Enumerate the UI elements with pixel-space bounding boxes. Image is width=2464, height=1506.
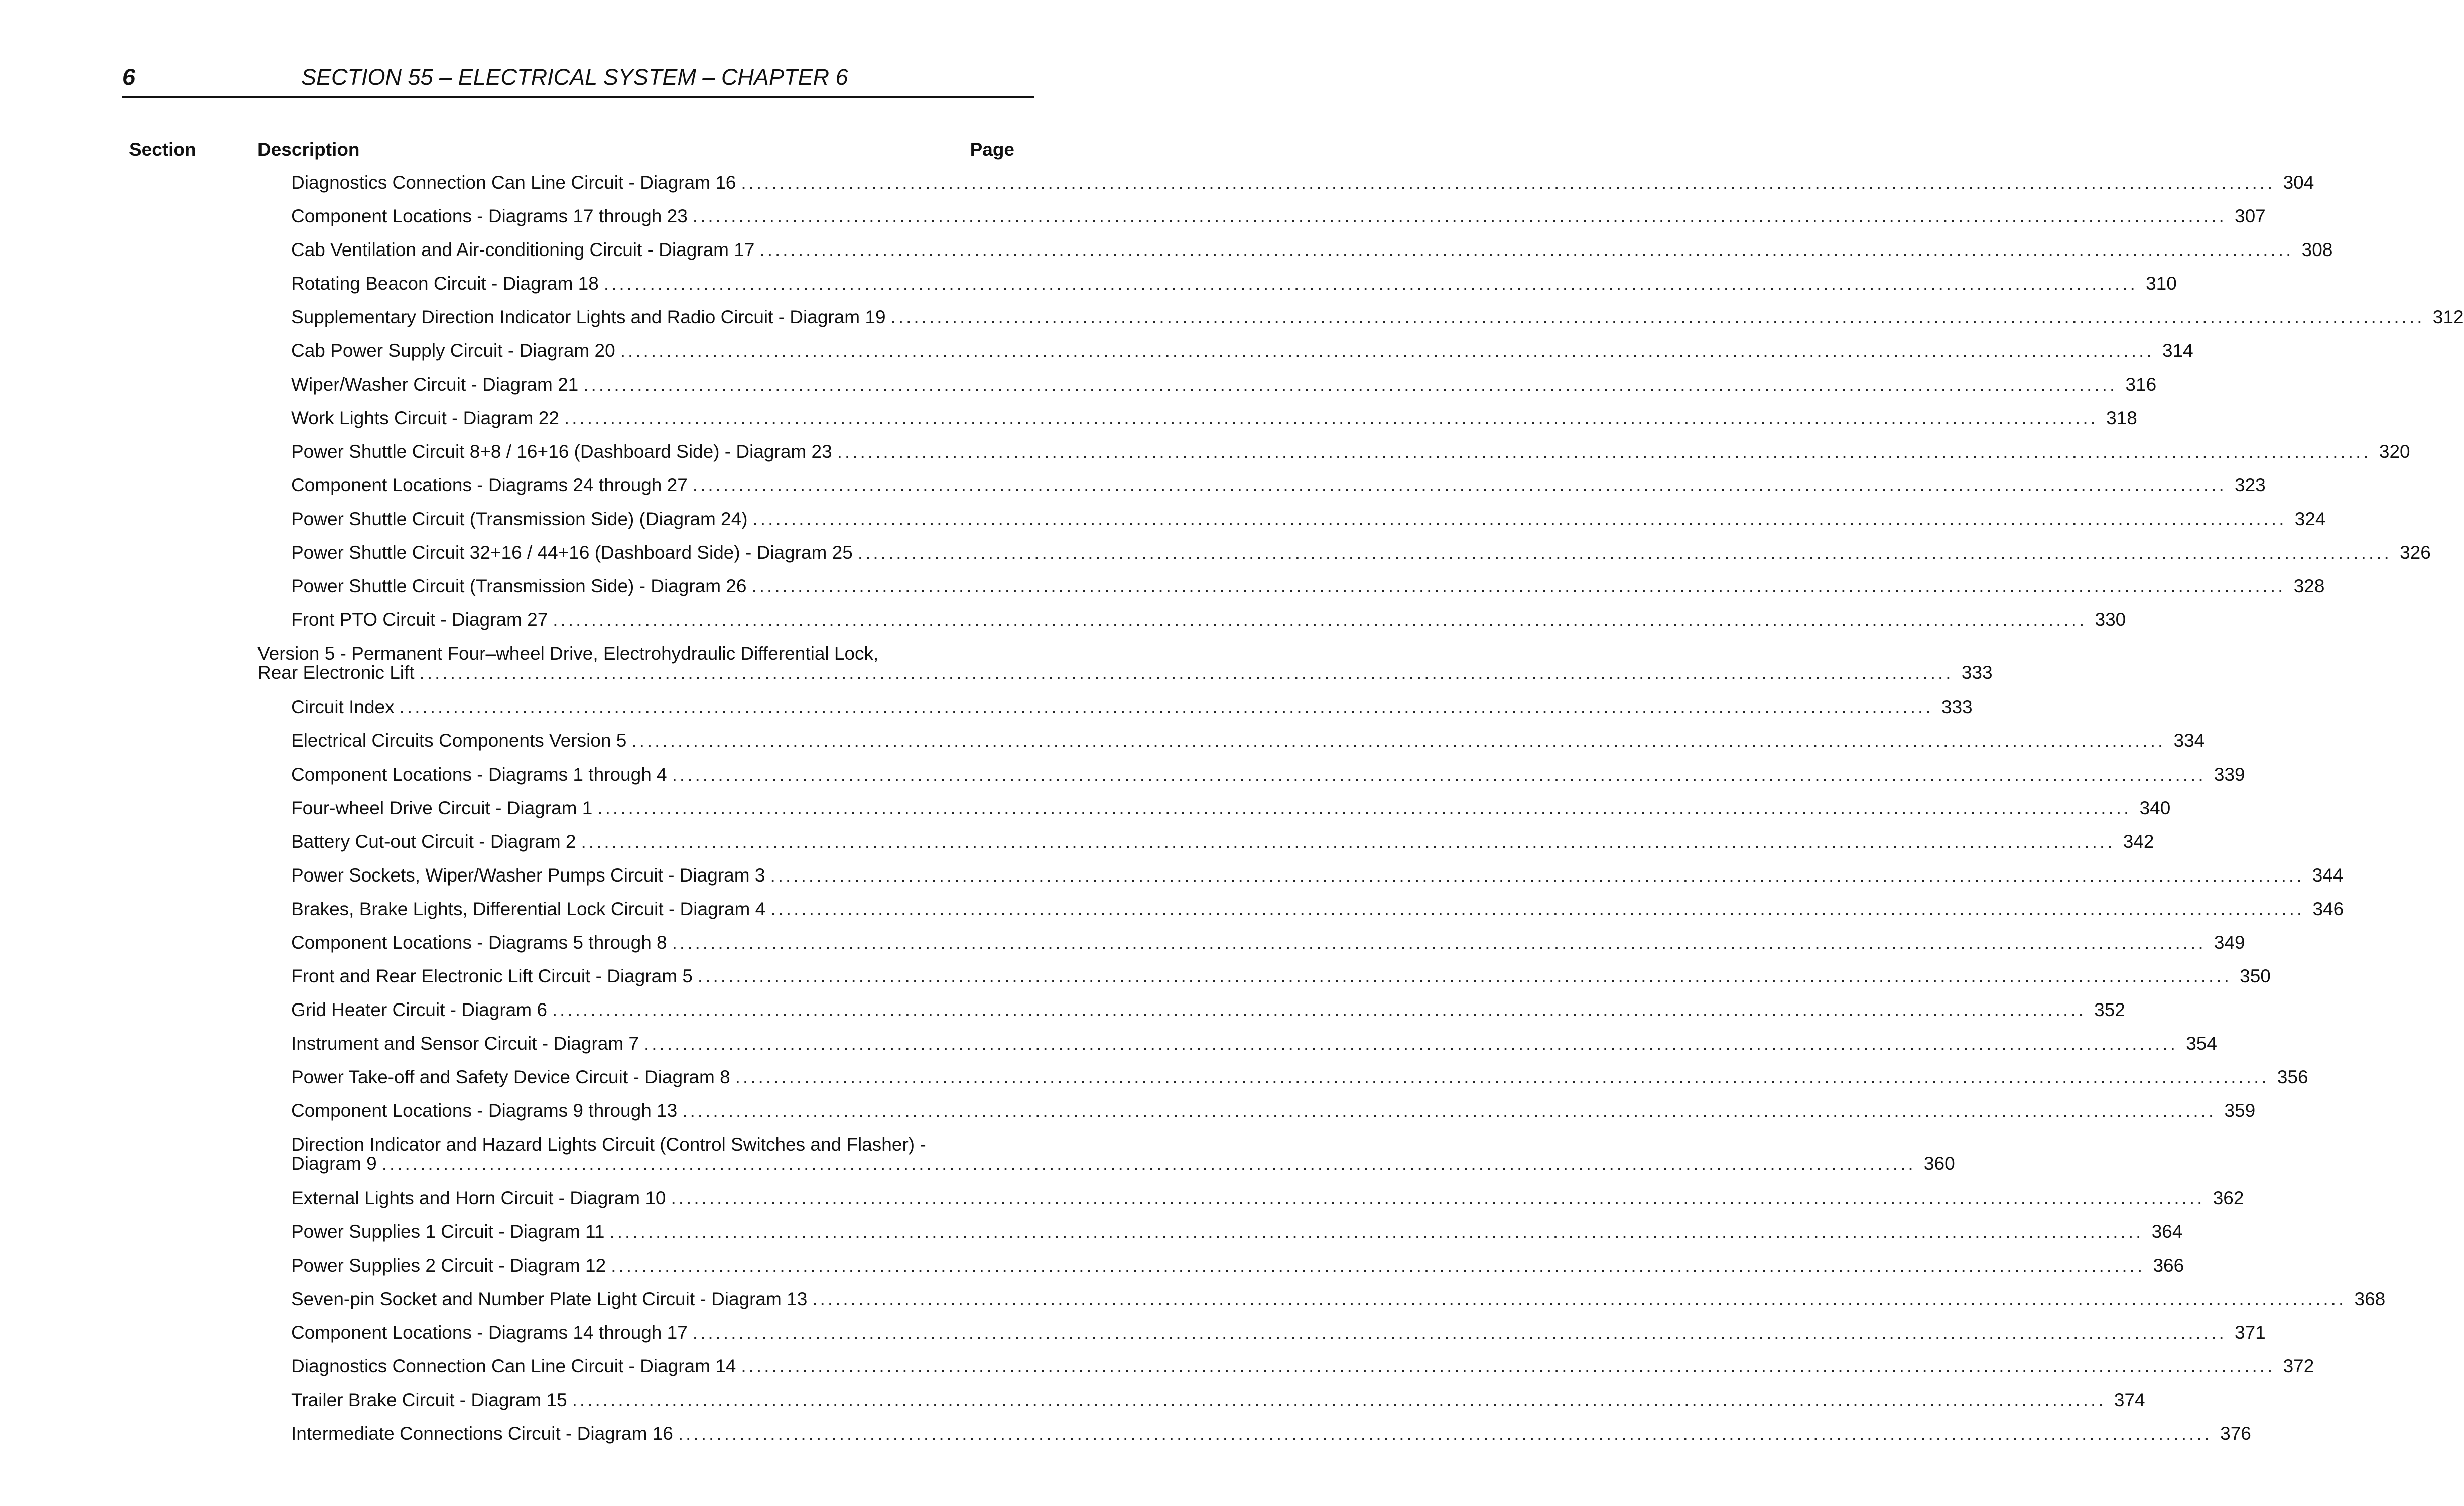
toc-entry-page: 376 bbox=[2220, 1423, 2251, 1444]
toc-entry bbox=[291, 1390, 2145, 1410]
toc-entry-page: 359 bbox=[2224, 1100, 2256, 1121]
toc-entry bbox=[291, 609, 2126, 630]
toc-entry-page: 307 bbox=[2235, 206, 2266, 226]
toc-entry bbox=[291, 1100, 2256, 1121]
dot-leader: ........................................................................................................................................................................................................ bbox=[564, 408, 2098, 428]
toc-entry-title: Power Supplies 2 Circuit - Diagram 12 bbox=[291, 1255, 606, 1276]
toc-entry bbox=[291, 307, 2464, 327]
toc-entry-page: 364 bbox=[2151, 1221, 2183, 1242]
column-header-description: Description bbox=[257, 139, 360, 160]
dot-leader: ........................................................................................................................................................................................................ bbox=[581, 831, 2115, 852]
toc-entry-page: 368 bbox=[2354, 1289, 2386, 1309]
toc-entry-title: External Lights and Horn Circuit - Diagram 10 bbox=[291, 1188, 666, 1208]
toc-entry bbox=[291, 764, 2245, 785]
toc-entry-page: 362 bbox=[2213, 1188, 2244, 1208]
toc-entry bbox=[291, 966, 2271, 986]
dot-leader: ........................................................................................................................................................................................................ bbox=[603, 273, 2138, 294]
toc-entry bbox=[291, 273, 2177, 294]
dot-leader: ........................................................................................................................................................................................................ bbox=[672, 932, 2206, 953]
toc-entry bbox=[257, 643, 1993, 683]
toc-entry bbox=[291, 576, 2325, 596]
dot-leader: ........................................................................................................................................................................................................ bbox=[609, 1221, 2144, 1242]
dot-leader: ........................................................................................................................................................................................................ bbox=[692, 1322, 2227, 1343]
toc-entry bbox=[291, 172, 2314, 193]
toc-entry bbox=[291, 1188, 2244, 1208]
toc-entry-title: Power Sockets, Wiper/Washer Pumps Circuit - Diagram 3 bbox=[291, 865, 765, 886]
toc-entry-page: 350 bbox=[2240, 966, 2271, 986]
dot-leader: ........................................................................................................................................................................................................ bbox=[692, 206, 2227, 226]
dot-leader: ........................................................................................................................................................................................................ bbox=[741, 172, 2275, 193]
dot-leader: ........................................................................................................................................................................................................ bbox=[671, 1188, 2205, 1208]
toc-entry bbox=[291, 1423, 2251, 1444]
toc-entry-title-continued: Diagram 9 bbox=[291, 1153, 377, 1174]
toc-entry-page: 328 bbox=[2293, 576, 2325, 596]
toc-entry-title: Diagnostics Connection Can Line Circuit - Diagram 14 bbox=[291, 1356, 736, 1376]
toc-entry-title: Trailer Brake Circuit - Diagram 15 bbox=[291, 1390, 567, 1410]
toc-entry-title: Wiper/Washer Circuit - Diagram 21 bbox=[291, 374, 579, 395]
toc-entry-page: 354 bbox=[2186, 1033, 2217, 1054]
toc-entry-title: Grid Heater Circuit - Diagram 6 bbox=[291, 999, 547, 1020]
dot-leader: ........................................................................................................................................................................................................ bbox=[631, 730, 2166, 751]
dot-leader: ........................................................................................................................................................................................................ bbox=[597, 798, 2132, 818]
toc-entry-page: 346 bbox=[2312, 899, 2344, 919]
toc-entry bbox=[291, 932, 2245, 953]
dot-leader: ........................................................................................................................................................................................................ bbox=[682, 1100, 2217, 1121]
toc-entry bbox=[291, 1356, 2314, 1376]
toc-entry bbox=[291, 441, 2410, 462]
toc-entry bbox=[291, 798, 2171, 818]
dot-leader: ........................................................................................................................................................................................................ bbox=[572, 1390, 2106, 1410]
toc-entry-page: 312 bbox=[2432, 307, 2464, 327]
toc-entry-title-continued: Rear Electronic Lift bbox=[257, 662, 415, 683]
dot-leader: ........................................................................................................................................................................................................ bbox=[890, 307, 2425, 327]
toc-entry-title: Electrical Circuits Components Version 5 bbox=[291, 730, 627, 751]
toc-entry-title: Component Locations - Diagrams 24 through 27 bbox=[291, 475, 688, 495]
dot-leader: ........................................................................................................................................................................................................ bbox=[752, 509, 2287, 529]
toc-entry-page: 356 bbox=[2277, 1067, 2308, 1087]
dot-leader: ........................................................................................................................................................................................................ bbox=[672, 764, 2206, 785]
toc-entry-title: Component Locations - Diagrams 9 through 13 bbox=[291, 1100, 678, 1121]
toc-entry bbox=[291, 865, 2344, 886]
toc-entry-page: 314 bbox=[2162, 340, 2193, 361]
toc-entry-title: Power Shuttle Circuit 32+16 / 44+16 (Dashboard Side) - Diagram 25 bbox=[291, 542, 853, 563]
toc-entry bbox=[291, 475, 2266, 495]
toc-entry-title: Power Shuttle Circuit (Transmission Side) (Diagram 24) bbox=[291, 509, 748, 529]
toc-entry-page: 352 bbox=[2094, 999, 2125, 1020]
toc-entry-title: Brakes, Brake Lights, Differential Lock Circuit - Diagram 4 bbox=[291, 899, 766, 919]
toc-entry-page: 333 bbox=[1961, 662, 1993, 683]
toc-entry-title: Direction Indicator and Hazard Lights Circuit (Control Switches and Flasher) - bbox=[291, 1134, 926, 1155]
dot-leader: ........................................................................................................................................................................................................ bbox=[837, 441, 2371, 462]
toc-entry-page: 360 bbox=[1923, 1153, 1955, 1174]
toc-entry-title: Intermediate Connections Circuit - Diagram 16 bbox=[291, 1423, 673, 1444]
dot-leader: ........................................................................................................................................................................................................ bbox=[812, 1289, 2347, 1309]
toc-entry-title: Work Lights Circuit - Diagram 22 bbox=[291, 408, 559, 428]
dot-leader: ........................................................................................................................................................................................................ bbox=[620, 340, 2154, 361]
toc-entry-title: Component Locations - Diagrams 5 through 8 bbox=[291, 932, 667, 953]
toc-entry-page: 344 bbox=[2312, 865, 2344, 886]
toc-entry-title: Circuit Index bbox=[291, 697, 395, 717]
toc-entry-title: Component Locations - Diagrams 1 through 4 bbox=[291, 764, 667, 785]
toc-entry-title: Power Supplies 1 Circuit - Diagram 11 bbox=[291, 1221, 605, 1242]
dot-leader: ........................................................................................................................................................................................................ bbox=[735, 1067, 2269, 1087]
toc-entry-title: Diagnostics Connection Can Line Circuit - Diagram 16 bbox=[291, 172, 736, 193]
toc-entry bbox=[291, 1255, 2184, 1276]
toc-entry bbox=[291, 1221, 2183, 1242]
toc-entry-title: Cab Ventilation and Air-conditioning Circuit - Diagram 17 bbox=[291, 239, 755, 260]
toc-entry-page: 330 bbox=[2095, 609, 2126, 630]
dot-leader: ........................................................................................................................................................................................................ bbox=[552, 999, 2086, 1020]
toc-entry-page: 334 bbox=[2173, 730, 2205, 751]
toc-entry-page: 320 bbox=[2379, 441, 2410, 462]
toc-entry-title: Four-wheel Drive Circuit - Diagram 1 bbox=[291, 798, 593, 818]
toc-entry-page: 374 bbox=[2114, 1390, 2145, 1410]
toc-entry-page: 342 bbox=[2123, 831, 2154, 852]
toc-entry-title: Front and Rear Electronic Lift Circuit - Diagram 5 bbox=[291, 966, 693, 986]
toc-entry bbox=[291, 239, 2333, 260]
toc-entry bbox=[291, 1289, 2386, 1309]
toc-entry-page: 349 bbox=[2214, 932, 2245, 953]
dot-leader: ........................................................................................................................................................................................................ bbox=[644, 1033, 2178, 1054]
toc-entry-page: 308 bbox=[2301, 239, 2333, 260]
toc-entry-page: 304 bbox=[2283, 172, 2314, 193]
toc-entry-title: Front PTO Circuit - Diagram 27 bbox=[291, 609, 548, 630]
dot-leader: ........................................................................................................................................................................................................ bbox=[678, 1423, 2212, 1444]
dot-leader: ........................................................................................................................................................................................................ bbox=[770, 865, 2304, 886]
column-header-page: Page bbox=[970, 139, 1014, 160]
dot-leader: ........................................................................................................................................................................................................ bbox=[751, 576, 2286, 596]
toc-entry-title: Component Locations - Diagrams 14 through 17 bbox=[291, 1322, 688, 1343]
toc-entry-title: Seven-pin Socket and Number Plate Light Circuit - Diagram 13 bbox=[291, 1289, 808, 1309]
toc-entry-title: Component Locations - Diagrams 17 through 23 bbox=[291, 206, 688, 226]
toc-entry-page: 310 bbox=[2146, 273, 2177, 294]
toc-entry-page: 340 bbox=[2139, 798, 2171, 818]
toc-entry bbox=[291, 1033, 2217, 1054]
toc-entry-page: 324 bbox=[2294, 509, 2326, 529]
toc-entry bbox=[291, 899, 2344, 919]
dot-leader: ........................................................................................................................................................................................................ bbox=[381, 1153, 1916, 1174]
toc-entry-page: 371 bbox=[2235, 1322, 2266, 1343]
page-title: SECTION 55 – ELECTRICAL SYSTEM – CHAPTER 6 bbox=[301, 64, 848, 90]
toc-entry-page: 326 bbox=[2400, 542, 2431, 563]
dot-leader: ........................................................................................................................................................................................................ bbox=[759, 239, 2294, 260]
toc-entry bbox=[291, 1134, 1955, 1174]
toc-entry-page: 366 bbox=[2153, 1255, 2184, 1276]
toc-entry-title: Power Take-off and Safety Device Circuit - Diagram 8 bbox=[291, 1067, 730, 1087]
toc-entry-page: 323 bbox=[2235, 475, 2266, 495]
toc-entry-title: Instrument and Sensor Circuit - Diagram 7 bbox=[291, 1033, 639, 1054]
toc-entry bbox=[291, 999, 2125, 1020]
dot-leader: ........................................................................................................................................................................................................ bbox=[399, 697, 1933, 717]
toc-entry bbox=[291, 542, 2431, 563]
toc-entry bbox=[291, 831, 2154, 852]
dot-leader: ........................................................................................................................................................................................................ bbox=[770, 899, 2305, 919]
toc-entry-title: Battery Cut-out Circuit - Diagram 2 bbox=[291, 831, 576, 852]
column-header-section: Section bbox=[129, 139, 196, 160]
toc-entry-page: 318 bbox=[2106, 408, 2137, 428]
toc-entry-page: 339 bbox=[2214, 764, 2245, 785]
toc-entry bbox=[291, 408, 2137, 428]
dot-leader: ........................................................................................................................................................................................................ bbox=[697, 966, 2232, 986]
toc-entry bbox=[291, 1067, 2308, 1087]
toc-entry bbox=[291, 340, 2193, 361]
dot-leader: ........................................................................................................................................................................................................ bbox=[419, 662, 1954, 683]
toc-entry-title: Supplementary Direction Indicator Lights and Radio Circuit - Diagram 19 bbox=[291, 307, 886, 327]
toc-entry bbox=[291, 697, 1973, 717]
toc-entry-title: Power Shuttle Circuit (Transmission Side) - Diagram 26 bbox=[291, 576, 747, 596]
dot-leader: ........................................................................................................................................................................................................ bbox=[553, 609, 2087, 630]
toc-entry-page: 333 bbox=[1941, 697, 1973, 717]
toc-entry bbox=[291, 509, 2326, 529]
toc-entry bbox=[291, 374, 2157, 395]
toc-entry-page: 372 bbox=[2283, 1356, 2314, 1376]
toc-entry bbox=[291, 730, 2205, 751]
toc-entry bbox=[291, 1322, 2266, 1343]
toc-entry-title: Power Shuttle Circuit 8+8 / 16+16 (Dashboard Side) - Diagram 23 bbox=[291, 441, 832, 462]
toc-entry-title: Rotating Beacon Circuit - Diagram 18 bbox=[291, 273, 599, 294]
dot-leader: ........................................................................................................................................................................................................ bbox=[611, 1255, 2145, 1276]
dot-leader: ........................................................................................................................................................................................................ bbox=[741, 1356, 2275, 1376]
page-number: 6 bbox=[122, 64, 136, 90]
toc-entry bbox=[291, 206, 2266, 226]
dot-leader: ........................................................................................................................................................................................................ bbox=[857, 542, 2392, 563]
toc-entry-page: 316 bbox=[2125, 374, 2157, 395]
dot-leader: ........................................................................................................................................................................................................ bbox=[583, 374, 2118, 395]
toc-entry-title: Version 5 - Permanent Four–wheel Drive, Electrohydraulic Differential Lock, bbox=[257, 643, 879, 664]
dot-leader: ........................................................................................................................................................................................................ bbox=[692, 475, 2227, 495]
toc-entry-title: Cab Power Supply Circuit - Diagram 20 bbox=[291, 340, 615, 361]
